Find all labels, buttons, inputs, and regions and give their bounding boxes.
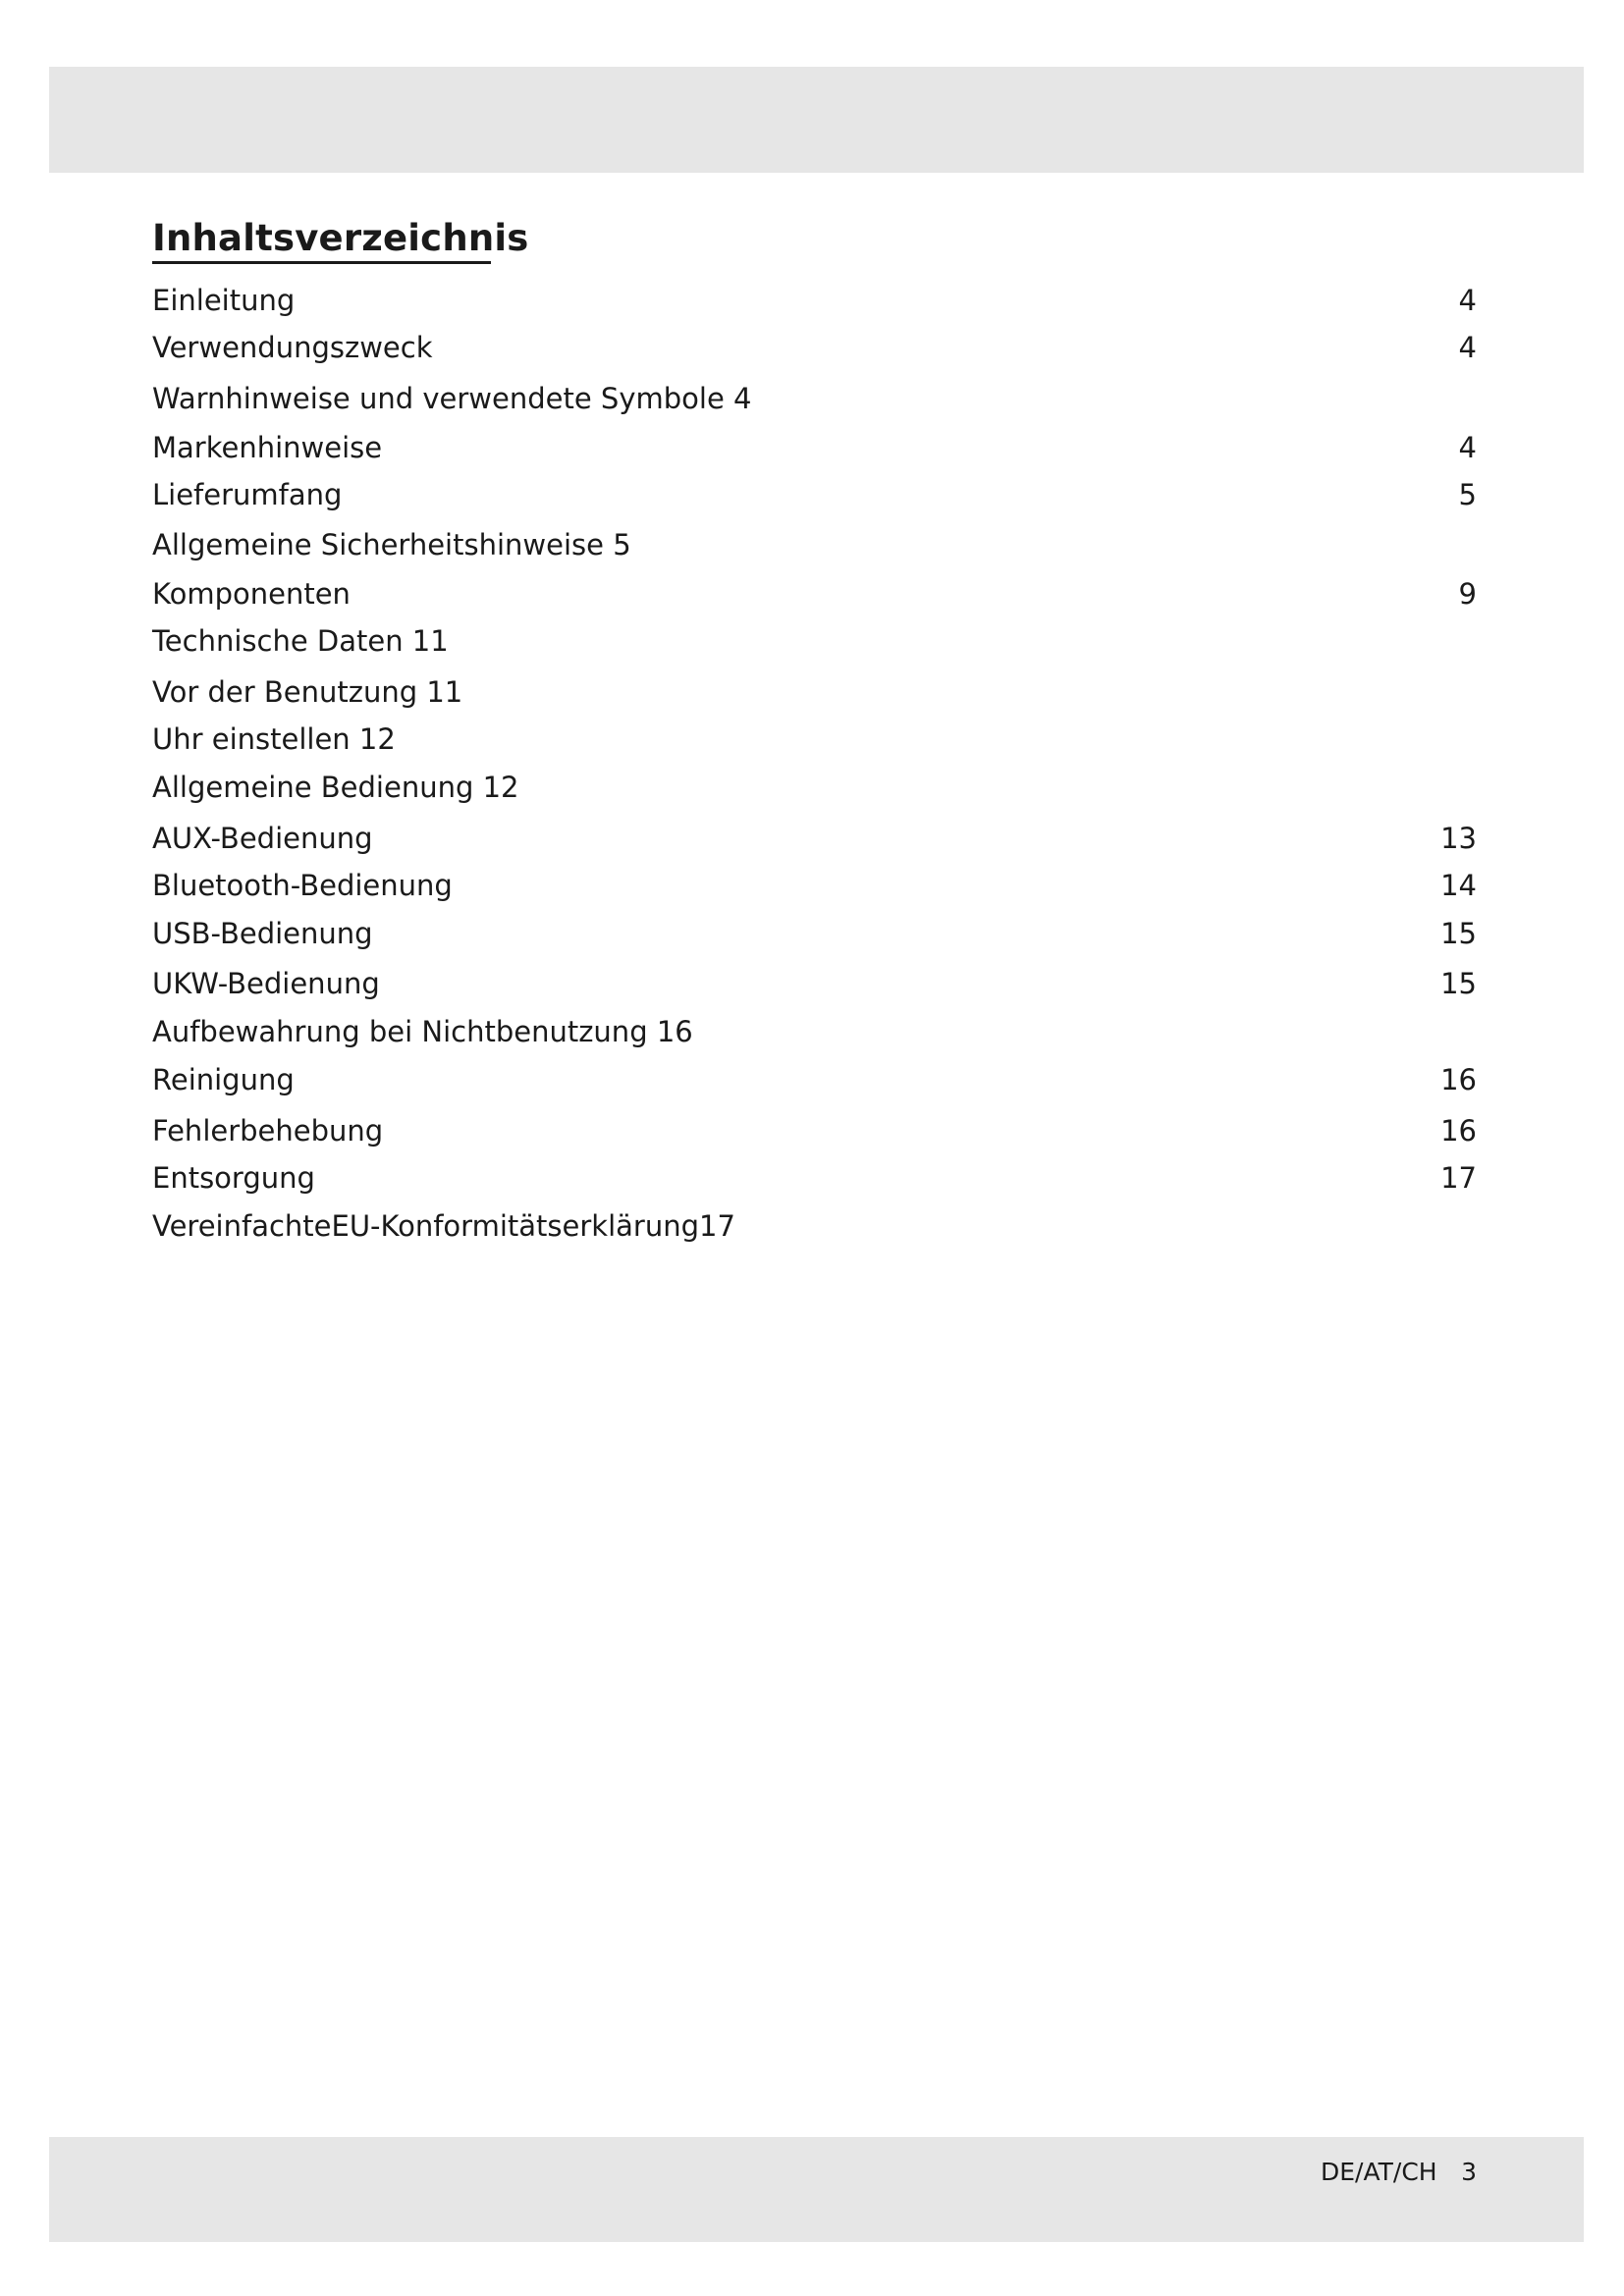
toc-entry[interactable] [152,817,1477,860]
toc-entry-page: 4 [1458,431,1477,464]
toc-entry-page: 14 [1440,869,1477,902]
toc-entry-label: Allgemeine Bedienung 12 [152,771,519,804]
toc-entry[interactable] [152,912,1477,955]
toc-entry[interactable] [152,670,1477,714]
toc-entry[interactable] [152,1058,1477,1101]
toc-entry[interactable] [152,1109,1477,1152]
toc-entry-label: Uhr einstellen 12 [152,722,396,756]
toc-entry-label: Markenhinweise [152,431,383,464]
toc-entry[interactable] [152,864,1477,907]
toc-entry[interactable] [152,718,1477,761]
toc-entry-page: 16 [1440,1114,1477,1148]
footer-page-number: 3 [1461,2158,1477,2186]
toc-entry-label: Entsorgung [152,1161,315,1195]
page-title: Inhaltsverzeichnis [152,217,529,259]
toc-entry[interactable] [152,1204,1477,1248]
toc-entry-label: Bluetooth-Bedienung [152,869,453,902]
toc-entry[interactable] [152,619,1477,663]
toc-entry-page: 9 [1458,577,1477,611]
toc-entry-page: 15 [1440,917,1477,950]
toc-entry-label: Verwendungszweck [152,331,433,364]
toc-entry[interactable] [152,766,1477,809]
toc-entry[interactable] [152,1010,1477,1053]
toc-entry-label: Einleitung [152,284,296,317]
toc-entry[interactable] [152,377,1477,420]
toc-entry-page: 16 [1440,1063,1477,1096]
toc-entry-label: USB-Bedienung [152,917,373,950]
toc-entry-label: UKW-Bedienung [152,967,380,1000]
title-underline [152,261,491,264]
toc-entry[interactable] [152,326,1477,369]
toc-entry-page: 4 [1458,331,1477,364]
toc-entry-label: AUX-Bedienung [152,822,373,855]
toc-entry-label: Technische Daten 11 [152,624,449,658]
toc-entry[interactable] [152,473,1477,516]
toc-entry-label: Reinigung [152,1063,295,1096]
toc-entry-label: VereinfachteEU-Konformitätserklärung17 [152,1209,735,1243]
toc-entry[interactable] [152,962,1477,1005]
toc-entry[interactable] [152,426,1477,469]
toc-entry-label: Warnhinweise und verwendete Symbole 4 [152,382,752,415]
toc-entry-label: Aufbewahrung bei Nichtbenutzung 16 [152,1015,693,1048]
toc-entry-page: 15 [1440,967,1477,1000]
header-band [49,67,1584,173]
toc-entry-page: 5 [1458,478,1477,511]
toc-entry-page: 13 [1440,822,1477,855]
toc-entry[interactable] [152,1156,1477,1200]
toc-entry-label: Allgemeine Sicherheitshinweise 5 [152,528,631,561]
toc-entry[interactable] [152,523,1477,566]
toc-entry-page: 4 [1458,284,1477,317]
toc-entry[interactable] [152,279,1477,322]
footer-region-code: DE/AT/CH [1321,2158,1437,2186]
toc-entry-label: Lieferumfang [152,478,343,511]
toc-entry[interactable] [152,572,1477,615]
toc-entry-label: Vor der Benutzung 11 [152,675,463,709]
toc-entry-page: 17 [1440,1161,1477,1195]
toc-entry-label: Komponenten [152,577,351,611]
toc-entry-label: Fehlerbehebung [152,1114,384,1148]
